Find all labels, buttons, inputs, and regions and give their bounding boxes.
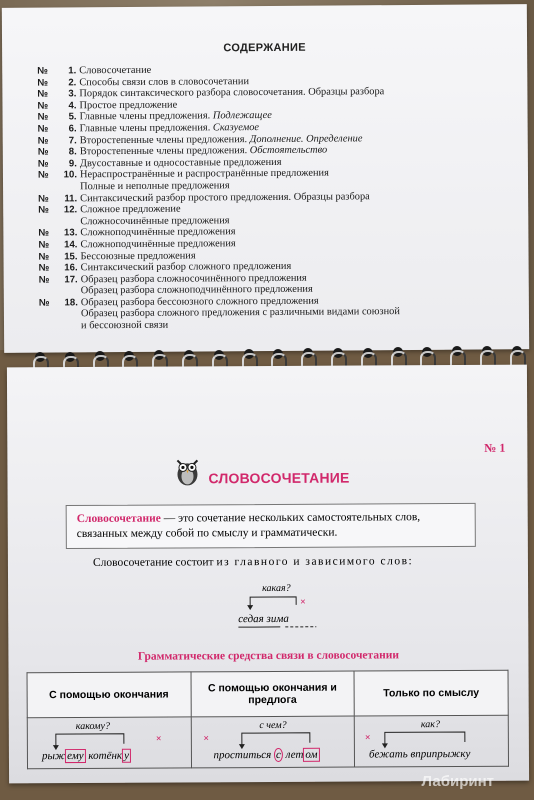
toc-number: № 12.	[38, 204, 78, 216]
structure-statement	[93, 555, 413, 569]
toc-text: Главные члены предложения. Сказуемое	[79, 122, 260, 135]
toc-text: Образец разбора сложноподчинённого предложения	[80, 283, 313, 297]
grammar-means-title: Грамматические средства связи в словосочетании	[137, 649, 399, 663]
toc-text: Второстепенные члены предложения. Дополнение. Определение	[79, 132, 363, 146]
toc-text: Образец разбора сложного предложения с различными видами союзной	[80, 306, 400, 320]
toc-text: Сложное предложение	[80, 203, 181, 216]
toc-number: № 7.	[37, 134, 77, 147]
toc-number	[39, 309, 81, 321]
definition-term: Словосочетание	[76, 512, 161, 526]
toc-number: № 15.	[38, 250, 78, 263]
toc-number: № 16.	[38, 262, 78, 274]
contents-page	[2, 4, 529, 353]
toc-text: Бессоюзные предложения	[80, 249, 196, 262]
section-title: СЛОВОСОЧЕТАНИЕ	[208, 469, 350, 487]
column-ending-preposition: С помощью окончания и предлога	[191, 671, 355, 717]
toc-text: Словосочетание	[79, 64, 152, 77]
question-label: с чем?	[259, 719, 287, 732]
toc-number: № 17.	[38, 274, 78, 286]
toc-text: Главные члены предложения. Подлежащее	[79, 110, 272, 123]
example-phrase: седая зима	[238, 612, 289, 626]
toc-text: Нераспространённые и распространённые предложения	[79, 167, 329, 181]
toc-title: СОДЕРЖАНИЕ	[223, 41, 306, 55]
example-ending-preposition	[191, 716, 355, 768]
grammar-means-table	[27, 670, 510, 770]
example-words: рыж ему котёнк у	[42, 750, 131, 762]
example-phrase: бежать вприпрыжку	[368, 747, 471, 761]
definition-line1: — это сочетание нескольких самостоятельных слов,	[160, 511, 421, 525]
toc-number: № 14.	[38, 239, 78, 251]
toc-number: № 4.	[37, 100, 77, 112]
toc-text: Образец разбора бессоюзного сложного предложения	[80, 295, 319, 309]
toc-number: № 2.	[37, 76, 77, 89]
example-ending	[27, 717, 191, 769]
toc-text: Сложноподчинённые предложения	[80, 238, 236, 251]
question-label: как?	[420, 719, 440, 731]
cross-mark: ×	[155, 733, 162, 745]
owl-icon	[175, 456, 199, 486]
toc-number: № 1.	[37, 65, 77, 77]
toc-text: Сложноподчинённые предложения	[80, 226, 236, 239]
cross-mark: ×	[300, 596, 306, 608]
toc-text: Порядок синтаксического разбора словосочетания. Образцы разбора	[79, 86, 385, 100]
toc-number: № 11.	[38, 192, 78, 205]
structure-text-a: Словосочетание состоит	[92, 556, 217, 569]
toc-text: Способы связи слов в словосочетании	[79, 75, 250, 88]
example-phrase-diagram	[238, 583, 358, 630]
toc-text: Синтаксический разбор простого предложения. Образцы разбора	[80, 190, 370, 204]
lesson-page	[7, 365, 529, 784]
toc-text: и бессоюзной связи	[80, 319, 169, 332]
watermark: Лабиринт	[421, 773, 494, 790]
toc-item	[39, 317, 499, 332]
toc-number	[38, 181, 80, 193]
column-meaning-only: Только по смыслу	[354, 670, 508, 716]
toc-number: № 10.	[37, 169, 78, 181]
toc-number: № 6.	[37, 123, 77, 135]
toc-number	[39, 320, 81, 332]
page-number: № 1	[484, 440, 506, 455]
toc-number: № 5.	[37, 111, 77, 123]
toc-text: Двусоставные и односоставные предложения	[79, 156, 282, 170]
toc-text: Образец разбора сложносочинённого предложения	[80, 272, 307, 285]
toc-text: Полные и неполные предложения	[80, 180, 230, 193]
toc-text: Синтаксический разбор сложного предложения	[80, 260, 292, 274]
toc-list	[37, 62, 499, 332]
question-label: какому?	[75, 720, 110, 733]
structure-text-b: из главного и зависимого слов:	[216, 555, 414, 569]
toc-number	[39, 286, 81, 298]
cross-mark: ×	[364, 732, 371, 744]
toc-text: Второстепенные члены предложения. Обстоятельство	[79, 144, 328, 158]
question-label: какая?	[262, 582, 291, 595]
definition-line2: связанных между собой по смыслу и грамматически.	[76, 526, 338, 541]
example-words: проститься с лет ом	[213, 749, 319, 762]
toc-number: № 13.	[38, 227, 78, 239]
toc-number: № 3.	[37, 88, 77, 100]
toc-text: Сложносочинённые предложения	[80, 214, 230, 228]
toc-text: Простое предложение	[79, 99, 178, 112]
toc-number: № 8.	[37, 146, 77, 158]
definition-box	[66, 503, 476, 549]
toc-number	[38, 216, 80, 228]
toc-number: № 18.	[38, 297, 78, 309]
toc-number: № 9.	[37, 158, 77, 170]
cross-mark: ×	[203, 733, 210, 745]
column-ending: С помощью окончания	[27, 672, 191, 718]
example-meaning	[354, 715, 508, 767]
